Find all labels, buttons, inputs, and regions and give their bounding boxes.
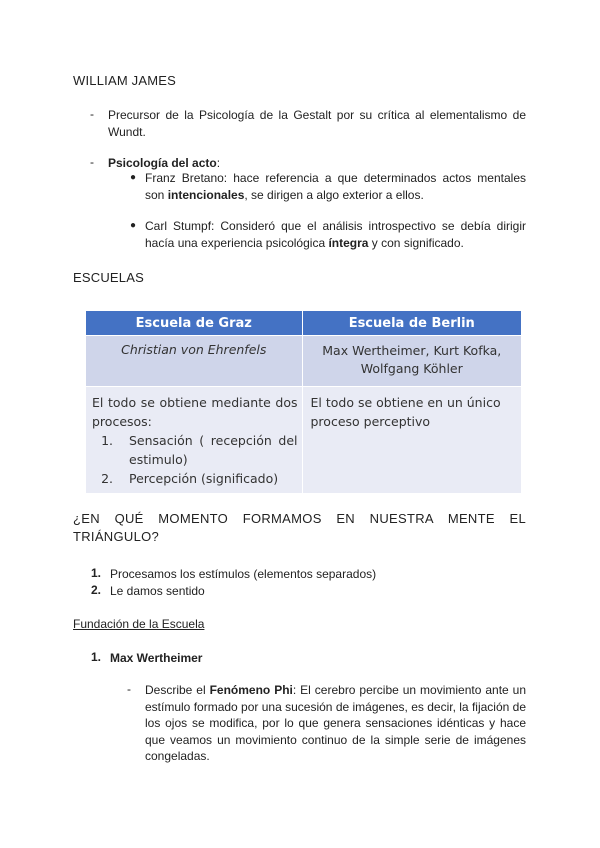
bold-text: íntegra bbox=[328, 235, 369, 250]
bullet-dot: ● bbox=[130, 220, 137, 231]
question-heading: ¿EN QUÉ MOMENTO FORMAMOS EN NUESTRA MENTE EL TRIÁNGULO? bbox=[73, 511, 526, 544]
psicologia-acto-label: Psicología del acto bbox=[108, 156, 217, 170]
max-number: 1. bbox=[91, 650, 102, 664]
header-berlin: Escuela de Berlin bbox=[302, 311, 521, 336]
text: Carl Stumpf: Consideró que el análisis introspectivo se debía dirigir hacía una experiencia psicológica bbox=[145, 219, 526, 250]
franz-bretano-item bbox=[145, 170, 526, 203]
escuelas-table bbox=[86, 311, 521, 493]
section-title-william-james: WILLIAM JAMES bbox=[73, 73, 177, 88]
section-title-escuelas: ESCUELAS bbox=[73, 270, 144, 285]
text: , se dirigen a algo exterior a ellos. bbox=[244, 187, 424, 202]
fenomeno-phi-paragraph bbox=[145, 682, 526, 765]
graz-description bbox=[86, 387, 302, 494]
header-graz: Escuela de Graz bbox=[86, 311, 302, 336]
carl-stumpf-item bbox=[145, 218, 526, 251]
graz-process-list bbox=[92, 431, 298, 488]
text: Franz Bretano: hace referencia a que determinados actos mentales son bbox=[145, 171, 526, 202]
colon: : bbox=[216, 156, 221, 170]
list-item: 1. Sensación ( recepción del estimulo) bbox=[117, 431, 298, 469]
text: : El cerebro percibe un movimiento ante un estímulo formado por una sucesión de imágenes, es decir, la fijación de los ojos se modifica, por lo que genera sensaciones idénticas y hace que veamos un movimiento continuo de la simple serie de imágenes congeladas. bbox=[145, 683, 527, 763]
table-header-row bbox=[86, 311, 521, 336]
table-row bbox=[86, 387, 521, 494]
fundacion-subheading: Fundación de la Escuela bbox=[73, 617, 205, 631]
dash-bullet: - bbox=[127, 682, 131, 696]
step-item: Le damos sentido bbox=[110, 584, 205, 598]
dash-bullet: - bbox=[90, 155, 94, 169]
step-number: 2. bbox=[91, 583, 102, 597]
graz-author: Christian von Ehrenfels bbox=[86, 336, 302, 387]
list-item: 2. Percepción (significado) bbox=[117, 469, 298, 488]
text: Describe el bbox=[145, 683, 210, 697]
max-wertheimer-heading: Max Wertheimer bbox=[110, 651, 203, 665]
text: y con significado. bbox=[368, 235, 464, 250]
table-row bbox=[86, 336, 521, 387]
step-item: Procesamos los estímulos (elementos separados) bbox=[110, 567, 377, 581]
bold-text: Fenómeno Phi bbox=[209, 683, 293, 697]
graz-text: El todo se obtiene mediante dos procesos: bbox=[92, 395, 298, 429]
bold-text: intencionales bbox=[167, 187, 245, 202]
berlin-authors: Max Wertheimer, Kurt Kofka, Wolfgang Köhler bbox=[302, 336, 521, 387]
berlin-description: El todo se obtiene en un único proceso perceptivo bbox=[302, 387, 521, 494]
bullet-dot: ● bbox=[130, 172, 137, 183]
step-number: 1. bbox=[91, 566, 102, 580]
dash-bullet: - bbox=[90, 107, 94, 121]
precursor-paragraph: Precursor de la Psicología de la Gestalt por su crítica al elementalismo de Wundt. bbox=[108, 108, 526, 139]
